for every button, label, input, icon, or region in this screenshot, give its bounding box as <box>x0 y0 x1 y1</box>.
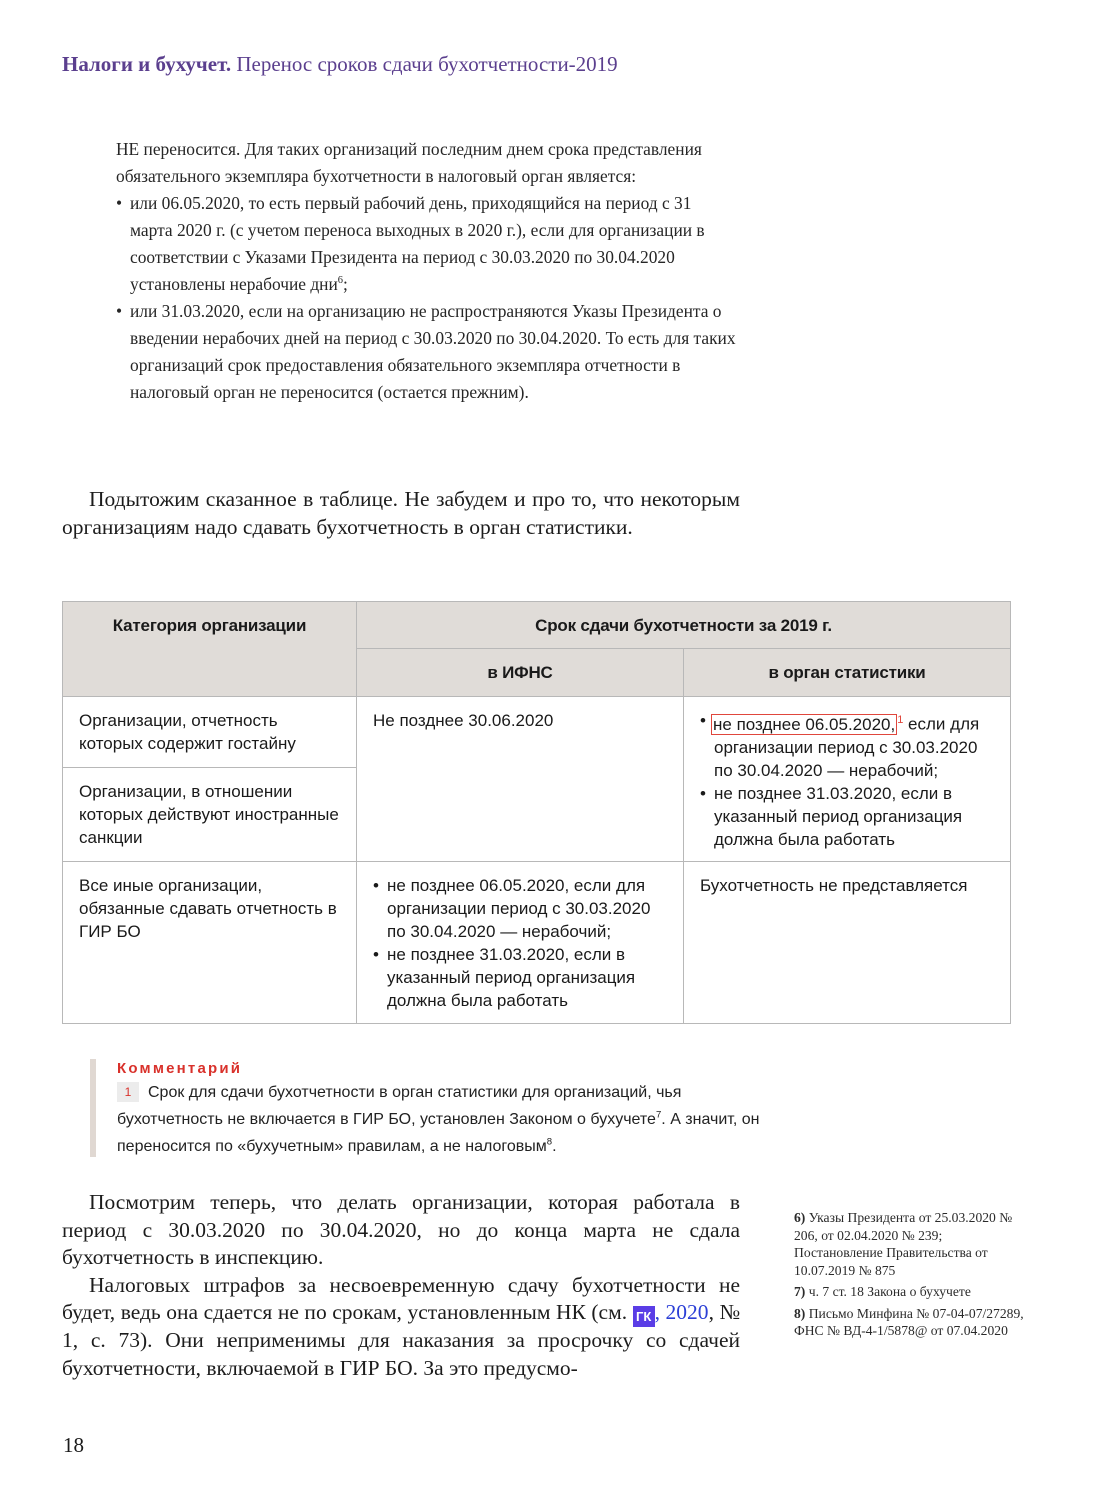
ifns-bullet: • не позднее 06.05.2020, если для организации период с 30.03.2020 по 30.04.2020 — нерабочий; <box>373 874 667 943</box>
cell-stat: Бухотчетность не представляется <box>684 861 1011 1023</box>
cell-category: Организации, отчетность которых содержит гостайну <box>63 697 357 768</box>
footnote-ref[interactable]: 8 <box>546 1136 553 1148</box>
paragraph: Посмотрим теперь, что делать организации, которая работала в период с 30.03.2020 по 30.04.2020, но до конца марта не сдала бухотчетность в инспекцию. <box>62 1190 740 1269</box>
intro-block <box>116 136 736 406</box>
paragraph: Налоговых штрафов за несвоевременную сдачу бухотчетности не будет, ведь она сдается не по срокам, установленным НК (см. ГК , 2020, № 1, с. 73). Они неприменимы для наказания за просрочку со сдачей бухотчетности, включаемой в ГИР БО. За это предусмо- <box>62 1272 741 1380</box>
page-number: 18 <box>63 1433 84 1457</box>
cell-category: Организации, в отношении которых действуют иностранные санкции <box>63 768 357 862</box>
running-head <box>62 52 618 77</box>
comment-ref[interactable]: 1 <box>897 714 904 726</box>
footnote: 7) ч. 7 ст. 18 Закона о бухучете <box>794 1284 971 1299</box>
summary-paragraph: Подытожим сказанное в таблице. Не забудем и про то, что некоторым организациям надо сдавать бухотчетность в орган статистики. <box>62 487 740 539</box>
summary-paragraph-block <box>62 486 740 541</box>
comment-number: 1 <box>117 1082 139 1102</box>
cell-ifns-merged: Не позднее 30.06.2020 <box>357 697 684 862</box>
table-row <box>63 697 1011 768</box>
running-head-title: Перенос сроков сдачи бухотчетности-2019 <box>236 52 618 76</box>
journal-link[interactable]: , 2020 <box>654 1300 709 1324</box>
footnote: 8) Письмо Минфина № 07-04-07/27289, ФНС № ВД-4-1/5878@ от 07.04.2020 <box>794 1305 1024 1338</box>
header-ifns: в ИФНС <box>357 649 684 697</box>
comment-title: Комментарий <box>117 1060 243 1077</box>
footnote-ref[interactable]: 6 <box>337 275 343 287</box>
cell-ifns <box>357 861 684 1023</box>
table-row <box>63 861 1011 1023</box>
lower-paragraphs <box>62 1189 740 1382</box>
intro-bullet: • или 31.03.2020, если на организацию не распространяются Указы Президента о введении нерабочих дней на период с 30.03.2020 по 30.04.2020. То есть для таких организаций срок предоставления обязательного экземпляра отчетности в налоговый орган не переносится (остается прежним). <box>116 298 736 406</box>
comment-bar <box>90 1059 96 1157</box>
stat-bullet: • не позднее 06.05.2020, $^1$ если для организации период с 30.03.2020 по 30.04.2020 — нерабочий; <box>700 709 994 782</box>
highlight-box[interactable]: не позднее 06.05.2020, <box>713 714 896 734</box>
running-head-section: Налоги и бухучет. <box>62 52 232 76</box>
footnote: 6) Указы Президента от 25.03.2020 № 206, от 02.04.2020 № 239; Постановление Правительства от 10.07.2019 № 875 <box>794 1210 1013 1278</box>
gk-journal-icon[interactable]: ГК <box>633 1306 655 1327</box>
cell-stat-merged <box>684 697 1011 862</box>
ifns-bullet: • не позднее 31.03.2020, если в указанный период организация должна была работать <box>373 943 667 1012</box>
cell-category: Все иные организации, обязанные сдавать отчетность в ГИР БО <box>63 861 357 1023</box>
header-deadline: Срок сдачи бухотчетности за 2019 г. <box>357 602 1011 649</box>
footnotes <box>794 1209 1034 1344</box>
comment-box <box>90 1059 760 1160</box>
stat-bullet: • не позднее 31.03.2020, если в указанный период организация должна была работать <box>700 782 994 851</box>
footnote-ref[interactable]: 7 <box>655 1109 662 1121</box>
intro-bullet: • или 06.05.2020, то есть первый рабочий день, приходящийся на период с 31 марта 2020 г. (с учетом переноса выходных в 2020 г.), если для организации в соответствии с Указами Президента на период с 30.03.2020 по 30.04.2020 установлены нерабочие дни$^6$; <box>116 190 736 298</box>
comment-text: 1 Срок для сдачи бухотчетности в орган статистики для организаций, чья бухотчетность не включается в ГИР БО, установлен Законом о бухучете$^7$. А значит, он переносится по «бухучетным» правилам, а не налоговым$^8$. <box>117 1084 760 1155</box>
header-stat: в орган статистики <box>684 649 1011 697</box>
deadline-table <box>62 601 1011 1024</box>
intro-bullet-list <box>116 190 736 406</box>
intro-paragraph: НЕ переносится. Для таких организаций последним днем срока представления обязательного экземпляра бухотчетности в налоговый орган является: <box>116 139 702 186</box>
header-category: Категория организации <box>63 602 357 697</box>
